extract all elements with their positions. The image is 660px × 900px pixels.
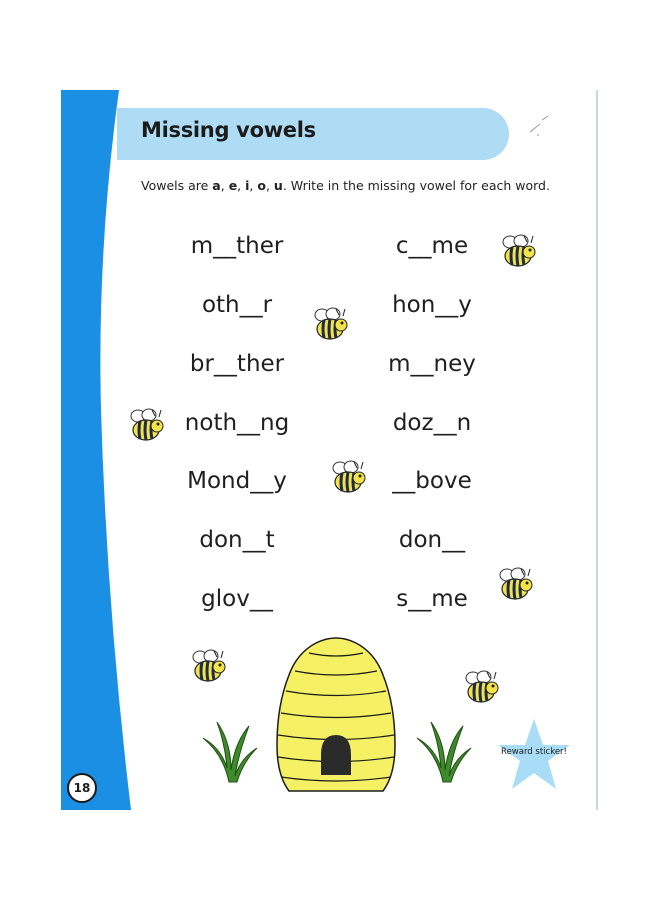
word-left-2: oth__r bbox=[201, 292, 273, 318]
word-right-4: doz__n bbox=[392, 410, 472, 436]
word-right-5: __bove bbox=[392, 468, 472, 494]
word-left-1: m__ther bbox=[190, 233, 284, 259]
reward-sticker-label: Reward sticker! bbox=[501, 747, 567, 757]
blue-side-strip bbox=[61, 90, 181, 810]
vowel-e: e bbox=[228, 178, 238, 193]
word-right-1: c__me bbox=[395, 233, 469, 259]
page-number: 18 bbox=[67, 773, 97, 803]
vowel-o: o bbox=[257, 178, 266, 193]
vowel-i: i bbox=[245, 178, 250, 193]
grass-icon bbox=[413, 718, 473, 784]
word-left-6: don__t bbox=[199, 527, 275, 553]
vowel-a: a bbox=[212, 178, 221, 193]
bee-icon bbox=[124, 406, 168, 444]
vowel-u: u bbox=[273, 178, 283, 193]
grass-icon bbox=[199, 718, 259, 784]
instructions-suffix: . Write in the missing vowel for each word. bbox=[282, 178, 550, 193]
word-left-4: noth__ng bbox=[184, 410, 290, 436]
bee-icon bbox=[308, 305, 352, 343]
word-left-5: Mond__y bbox=[187, 468, 287, 494]
pencil-mark-icon bbox=[526, 110, 556, 140]
instructions-prefix: Vowels are bbox=[141, 178, 213, 193]
worksheet-page bbox=[61, 90, 598, 810]
bee-icon bbox=[493, 565, 537, 603]
bee-icon bbox=[496, 232, 540, 270]
word-right-6: don__ bbox=[398, 527, 466, 553]
bee-icon bbox=[326, 458, 370, 496]
word-right-2: hon__y bbox=[392, 292, 472, 318]
word-left-3: br__ther bbox=[189, 351, 285, 377]
beehive-icon bbox=[271, 635, 401, 795]
bee-icon bbox=[459, 668, 503, 706]
word-right-7: s__me bbox=[396, 586, 468, 612]
instructions: Vowels are a, e, i, o, u. Write in the missing vowel for each word. bbox=[141, 178, 550, 193]
page-title: Missing vowels bbox=[141, 118, 316, 142]
word-left-7: glov__ bbox=[201, 586, 273, 612]
bee-icon bbox=[186, 647, 230, 685]
page-edge bbox=[596, 90, 598, 810]
word-right-3: m__ney bbox=[388, 351, 476, 377]
